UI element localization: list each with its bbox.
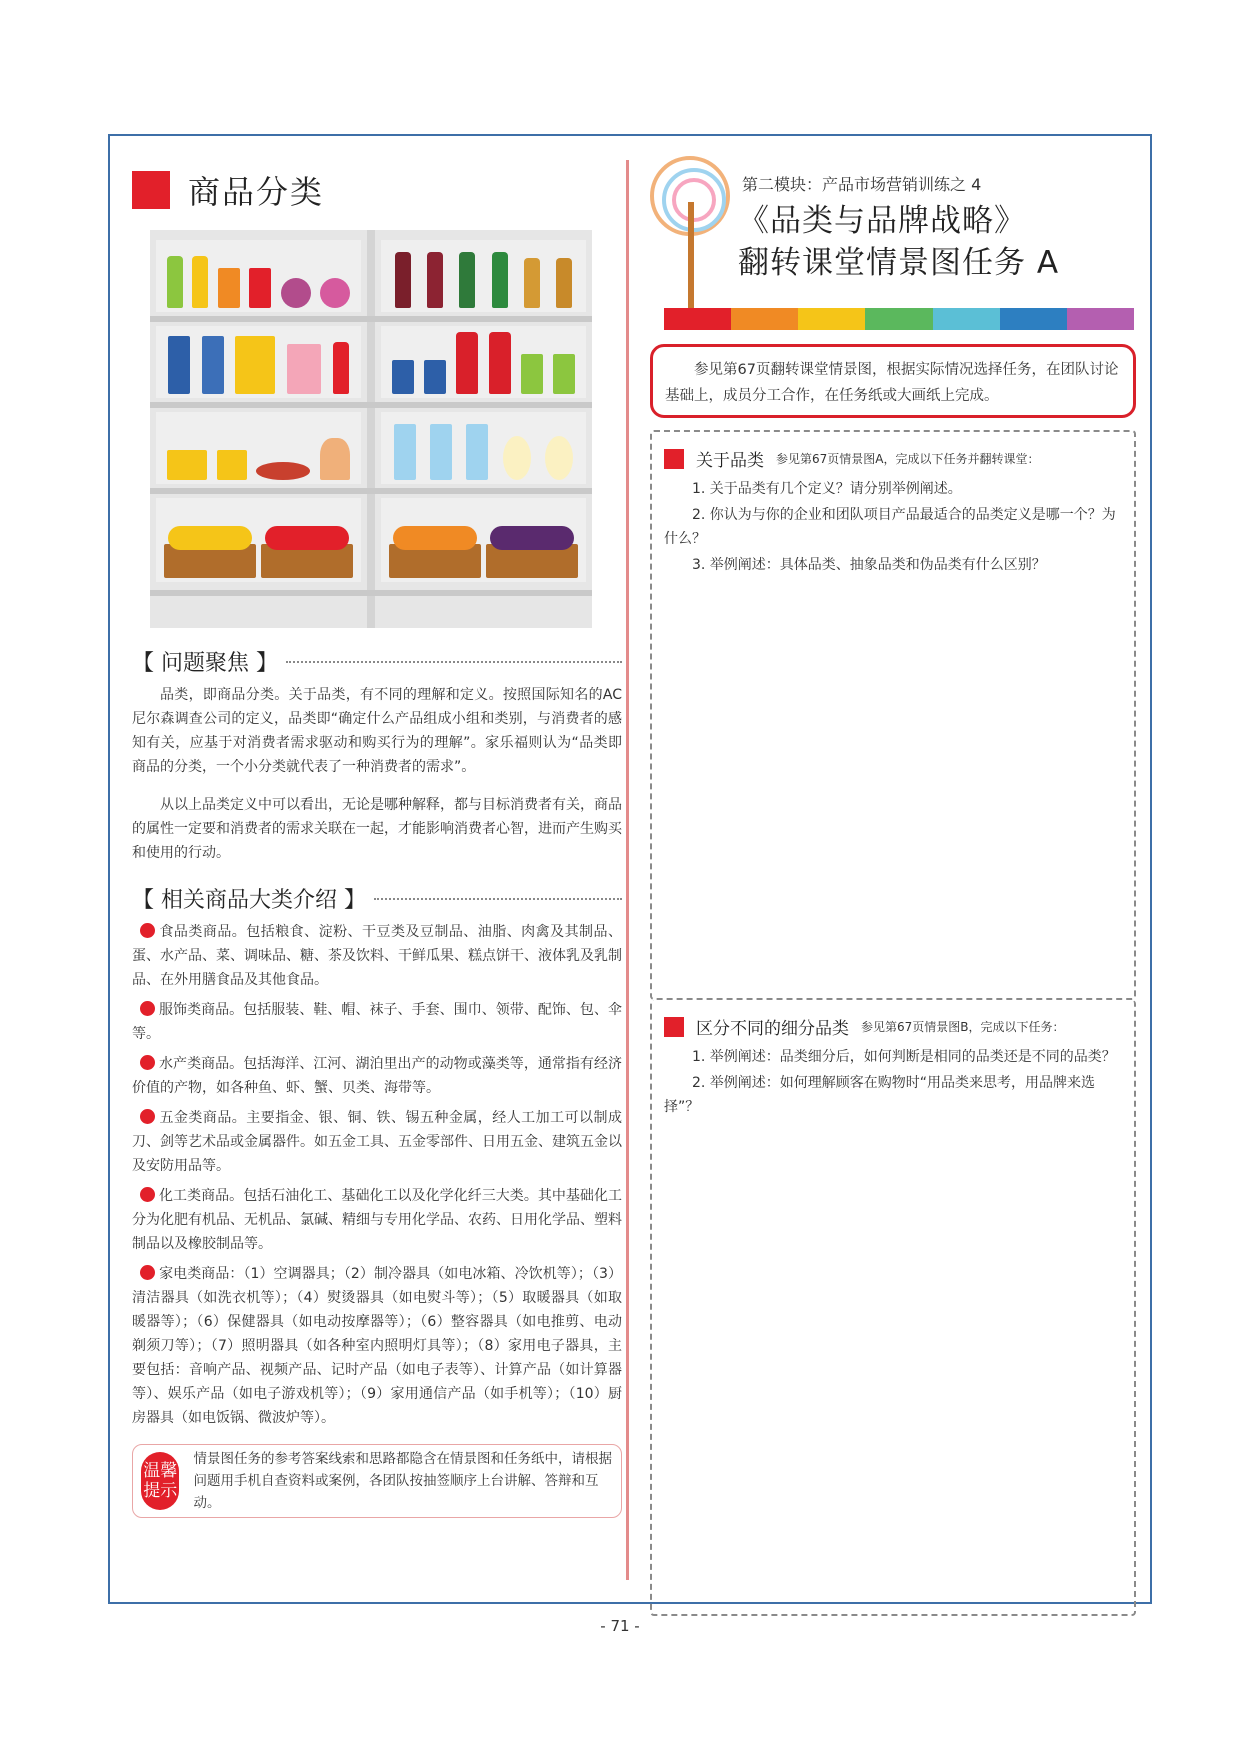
shelf-cell: [156, 240, 361, 312]
task-section-2: [650, 1000, 1136, 1616]
shelf-cell: [156, 498, 361, 582]
bullet-dot-icon: [140, 1187, 155, 1202]
grocery-shelf-illustration: [150, 230, 592, 628]
left-column: [132, 166, 622, 1518]
page-number: - 71 -: [600, 1617, 640, 1635]
bullet-dot-icon: [140, 923, 155, 938]
bullet-dot-icon: [140, 1109, 155, 1124]
section-2-header: 区分不同的细分品类 参见第67页情景图B，完成以下任务：: [652, 1000, 1134, 1039]
section-1-header: 关于品类 参见第67页情景图A，完成以下任务并翻转课堂：: [652, 432, 1134, 471]
question-item: 1. 举例阐述：品类细分后，如何判断是相同的品类还是不同的品类？: [692, 1049, 1116, 1065]
color-bar-segment: [731, 308, 798, 330]
tip-badge: 温馨 提示: [141, 1452, 179, 1510]
shelf-cell: [156, 326, 361, 398]
rainbow-color-bar: [664, 308, 1134, 330]
shelf-cell: [381, 498, 586, 582]
tip-box: [132, 1444, 622, 1518]
main-title: 《品类与品牌战略》 翻转课堂情景图任务 A: [738, 203, 1060, 281]
question-item: 1. 关于品类有几个定义？请分别举例阐述。: [692, 481, 962, 497]
red-square-icon: [664, 449, 684, 469]
color-bar-segment: [664, 308, 731, 330]
category-item: 化工类商品。包括石油化工、基础化工以及化学化纤三大类。其中基础化工分为化肥有机品、无机品、氯碱、精细与专用化学品、农药、日用化学品、塑料制品以及橡胶制品等。: [132, 1188, 622, 1252]
color-bar-segment: [798, 308, 865, 330]
shelf-cell: [381, 412, 586, 484]
shelf-cell: [156, 412, 361, 484]
focus-paragraph: 从以上品类定义中可以看出，无论是哪种解释，都与目标消费者有关，商品的属性一定要和消费者的需求关联在一起，才能影响消费者心智，进而产生购买和使用的行动。: [132, 797, 622, 861]
tree-trunk-icon: [688, 202, 694, 314]
section-title-text: 商品分类: [188, 173, 325, 211]
right-column: [650, 156, 1136, 1616]
question-item: 3. 举例阐述：具体品类、抽象品类和伪品类有什么区别？: [692, 557, 1046, 573]
category-item: 五金类商品。主要指金、银、铜、铁、锡五种金属，经人工加工可以制成刀、剑等艺术品或金属器件。如五金工具、五金零部件、日用五金、建筑五金以及安防用品等。: [132, 1110, 622, 1174]
shelf-cell: [381, 326, 586, 398]
focus-heading: 【 问题聚焦 】: [132, 646, 622, 677]
color-bar-segment: [1000, 308, 1067, 330]
red-square-icon: [664, 1017, 684, 1037]
bullet-dot-icon: [140, 1265, 155, 1280]
categories-heading: 【 相关商品大类介绍 】: [132, 883, 622, 914]
tip-text: 情景图任务的参考答案线索和思路都隐含在情景图和任务纸中，请根据问题用手机自查资料或案例，各团队按抽签顺序上台讲解、答辩和互动。: [193, 1451, 612, 1511]
question-item: 2. 举例阐述：如何理解顾客在购物时“用品类来思考，用品牌来选择”？: [664, 1075, 1096, 1115]
red-square-icon: [132, 171, 170, 209]
bullet-dot-icon: [140, 1001, 155, 1016]
module-header: [650, 156, 1136, 316]
category-item: 服饰类商品。包括服装、鞋、帽、袜子、手套、围巾、领带、配饰、包、伞等。: [132, 1002, 622, 1042]
color-bar-segment: [1067, 308, 1134, 330]
task-section-1: [650, 430, 1136, 1000]
color-bar-segment: [865, 308, 932, 330]
category-item: 家电类商品：（1）空调器具；（2）制冷器具（如电冰箱、冷饮机等）；（3）清洁器具（如洗衣机等）；（4）熨烫器具（如电熨斗等）；（5）取暖器具（如取暖器等）；（6）保健器具（如电动按摩器等）；（6）整容器具（如电推剪、电动剃须刀等）；（7）照明器具（如各种室内照明灯具等）；（8）家用电子器具，主要包括：音响产品、视频产品、记时产品（如电子表等）、计算产品（如计算器等）、娱乐产品（如电子游戏机等）；（9）家用通信产品（如手机等）；（10）厨房器具（如电饭锅、微波炉等）。: [132, 1266, 622, 1426]
task-instruction-box: 参见第67页翻转课堂情景图，根据实际情况选择任务，在团队讨论基础上，成员分工合作，在任务纸或大画纸上完成。: [650, 344, 1136, 418]
page-frame: [108, 134, 1152, 1604]
section-title: [132, 166, 622, 214]
question-item: 2. 你认为与你的企业和团队项目产品最适合的品类定义是哪一个？为什么？: [664, 507, 1116, 547]
module-label: 第二模块：产品市场营销训练之 4: [742, 175, 982, 194]
focus-paragraph: 品类，即商品分类。关于品类，有不同的理解和定义。按照国际知名的AC尼尔森调查公司的定义，品类即“确定什么产品组成小组和类别，与消费者的感知有关，应基于对消费者需求驱动和购买行为的理解”。家乐福则认为“品类即商品的分类，一个小分类就代表了一种消费者的需求”。: [132, 687, 622, 775]
color-bar-segment: [933, 308, 1000, 330]
bullet-dot-icon: [140, 1055, 155, 1070]
shelf-cell: [381, 240, 586, 312]
category-item: 水产类商品。包括海洋、江河、湖泊里出产的动物或藻类等，通常指有经济价值的产物，如各种鱼、虾、蟹、贝类、海带等。: [132, 1056, 622, 1096]
column-divider: [626, 160, 629, 1580]
category-item: 食品类商品。包括粮食、淀粉、干豆类及豆制品、油脂、肉禽及其制品、蛋、水产品、菜、调味品、糖、茶及饮料、干鲜瓜果、糕点饼干、液体乳及乳制品、在外用膳食品及其他食品。: [132, 924, 622, 988]
